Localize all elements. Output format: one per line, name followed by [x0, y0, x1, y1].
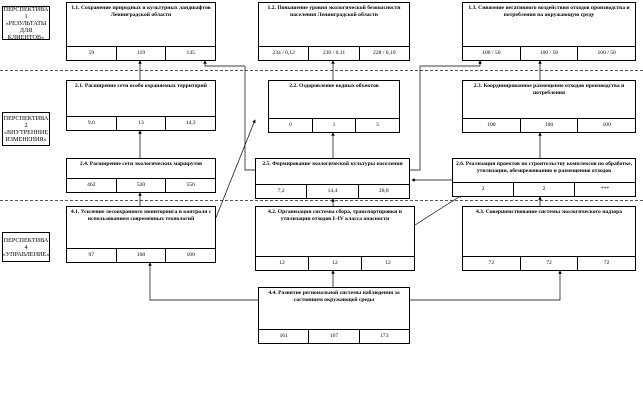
- box-1-1-desc: [67, 19, 215, 37]
- box-2-4: [66, 158, 216, 193]
- perspective-2-label: ПЕРСПЕКТИВА 2 «ВНУТРЕННИЕ ИЗМЕНЕНИЯ»: [2, 112, 50, 146]
- box-4-2: [255, 206, 415, 271]
- box-2-4-values: [67, 178, 215, 192]
- box-2-3: [462, 80, 636, 133]
- box-4-3: [462, 206, 636, 271]
- value-cell: 556: [186, 182, 195, 188]
- value-cell: 100: [186, 252, 195, 258]
- box-2-6-desc: [453, 175, 635, 179]
- box-1-1: [66, 2, 216, 61]
- box-1-1-values: [67, 46, 215, 60]
- value-cell: 13: [117, 117, 167, 130]
- box-4-4-desc: [259, 304, 409, 322]
- box-2-2-desc: [269, 91, 399, 109]
- arrow-42-26: [415, 195, 462, 225]
- box-4-4-title: 4.4. Развитие региональной системы наблюдения за состоянием окружающей среды: [268, 290, 400, 303]
- box-1-2-values: [259, 46, 409, 60]
- value-cell: 12: [309, 257, 362, 270]
- box-2-3-values: [463, 118, 635, 132]
- value-cell: 14,3: [185, 120, 196, 126]
- box-1-2-title: 1.2. Повышение уровня экологической безопасности населения Ленинградской области: [267, 5, 401, 18]
- box-4-2-desc: [256, 223, 414, 241]
- box-4-1: [66, 206, 216, 263]
- perspective-4-label: ПЕРСПЕКТИВА 4 «УПРАВЛЕНИЕ»: [2, 232, 50, 262]
- value-cell: 100 / 50: [597, 50, 616, 56]
- value-cell: 0: [269, 119, 313, 132]
- value-cell: 167: [309, 330, 359, 343]
- box-2-2-title: 2.2. Оздоровление водных объектов: [289, 83, 379, 89]
- box-4-3-values: [463, 256, 635, 270]
- value-cell: 119: [117, 47, 167, 60]
- value-cell: 5: [376, 122, 380, 128]
- box-1-3: [462, 2, 636, 61]
- value-cell: 100: [602, 122, 611, 128]
- box-2-5-desc: [256, 169, 409, 177]
- value-cell: 173: [380, 333, 389, 339]
- box-1-3-title: 1.3. Снижение негативного воздействия отходов производства и потребления на окружающую среду: [468, 5, 630, 18]
- box-1-1-title: 1.1. Сохранение природных и культурных ландшафтов Ленинградской области: [71, 5, 211, 18]
- arrow-44-41: [150, 263, 258, 300]
- box-4-3-desc: [463, 217, 635, 235]
- value-cell: 145: [186, 50, 195, 56]
- box-2-5-values: [256, 184, 409, 198]
- box-2-6: [452, 158, 636, 197]
- value-cell: 9,0: [67, 117, 117, 130]
- value-cell: 228 / 0,10: [373, 50, 396, 56]
- value-cell: 462: [67, 179, 117, 192]
- value-cell: 230 / 0,11: [309, 47, 359, 60]
- box-2-2: [268, 80, 400, 133]
- value-cell: 100 / 50: [521, 47, 579, 60]
- box-1-2: [258, 2, 410, 61]
- box-2-1-title: 2.1. Расширение сети особо охраняемых территорий: [75, 83, 207, 89]
- box-2-4-desc: [67, 169, 215, 177]
- value-cell: 100 / 50: [463, 47, 521, 60]
- box-2-1-desc: [67, 91, 215, 109]
- value-cell: 72: [603, 260, 610, 266]
- value-cell: 1: [313, 119, 357, 132]
- box-4-2-values: [256, 256, 414, 270]
- value-cell: 234 / 0,12: [259, 47, 309, 60]
- box-1-3-desc: [463, 19, 635, 37]
- value-cell: 100: [117, 249, 167, 262]
- value-cell: 14,4: [307, 185, 358, 198]
- box-2-4-title: 2.4. Расширение сети экологических маршрутов: [79, 161, 203, 167]
- box-4-4-values: [259, 329, 409, 343]
- value-cell: 7,2: [256, 185, 307, 198]
- box-4-1-desc: [67, 223, 215, 241]
- box-2-6-title: 2.6. Реализация проектов по строительству комплексов по обработке, утилизации, обезвреживанию и размещению отходов: [456, 161, 632, 174]
- box-2-2-values: [269, 118, 399, 132]
- value-cell: 97: [67, 249, 117, 262]
- value-cell: 59: [67, 47, 117, 60]
- box-2-5-title: 2.5. Формирование экологической культуры населения: [262, 161, 403, 167]
- value-cell: 100: [463, 119, 521, 132]
- value-cell: 12: [385, 260, 391, 266]
- box-4-2-title: 4.2. Организация системы сбора, транспортировки и утилизации отходов I–IV класса опасности: [267, 209, 403, 222]
- value-cell: 2: [514, 183, 575, 196]
- box-2-1: [66, 80, 216, 131]
- box-4-1-title: 4.1. Усиление лесоохранного мониторинга и контроля с использованием современных технологий: [70, 209, 212, 222]
- value-cell: 100: [521, 119, 579, 132]
- box-2-1-values: [67, 116, 215, 130]
- box-2-3-title: 2.3. Координированное размещение отходов производства и потребления: [473, 83, 625, 96]
- box-2-3-desc: [463, 97, 635, 115]
- value-cell: 161: [259, 330, 309, 343]
- box-2-5: [255, 158, 410, 199]
- perspective-1-label: ПЕРСПЕКТИВА 1 «РЕЗУЛЬТАТЫ ДЛЯ КЛИЕНТОВ»: [3, 5, 49, 41]
- value-cell: 72: [521, 257, 579, 270]
- value-cell: 28,8: [378, 188, 389, 194]
- box-2-6-values: [453, 182, 635, 196]
- box-4-4: [258, 287, 410, 344]
- box-4-1-values: [67, 248, 215, 262]
- value-cell: 72: [463, 257, 521, 270]
- box-1-3-values: [463, 46, 635, 60]
- value-cell: 520: [117, 179, 167, 192]
- box-1-2-desc: [259, 19, 409, 37]
- box-4-3-title: 4.3. Совершенствование системы экологического надзора: [475, 209, 623, 215]
- value-cell: ***: [600, 186, 610, 192]
- arrow-44-43: [410, 271, 560, 300]
- value-cell: 12: [256, 257, 309, 270]
- value-cell: 2: [453, 183, 514, 196]
